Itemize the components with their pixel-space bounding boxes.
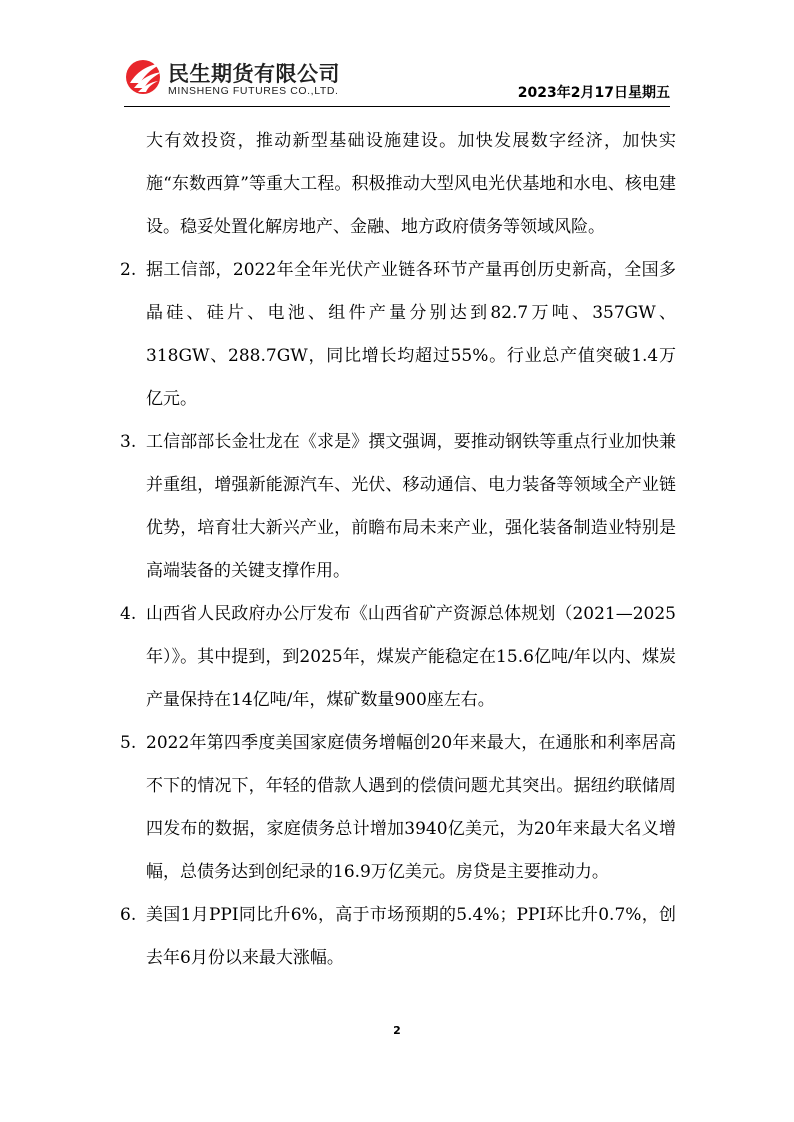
list-item [120,421,676,593]
list-item-number: 6. [120,905,137,925]
list-item-number: 2. [120,260,137,280]
document-body [120,120,676,980]
list-item [120,894,676,980]
page-number: 2 [393,1024,401,1037]
logo-company-name-en: MINSHENG FUTURES CO.,LTD. [168,85,339,97]
logo-company-name-cn: 民生期货有限公司 [168,62,340,86]
list-item-text: 美国1月PPI同比升6%，高于市场预期的5.4%；PPI环比升0.7%，创去年6月份以来最大涨幅。 [146,905,676,968]
list-item-number: 4. [120,604,137,624]
report-date: 2023年2月17日星期五 [517,85,670,101]
page-header [0,0,794,120]
header-divider [124,106,670,107]
list-item-text: 工信部部长金壮龙在《求是》撰文强调，要推动钢铁等重点行业加快兼并重组，增强新能源汽车、光伏、移动通信、电力装备等领域全产业链优势，培育壮大新兴产业，前瞻布局未来产业，强化装备制造业特别是高端装备的关键支撑作用。 [146,432,676,581]
list-item [120,249,676,421]
list-item-text: 山西省人民政府办公厅发布《山西省矿产资源总体规划（2021—2025年）》。其中提到，到2025年，煤炭产能稳定在15.6亿吨/年以内、煤炭产量保持在14亿吨/年，煤矿数量900座左右。 [146,604,676,710]
list-item-number: 3. [120,432,137,452]
list-item-text: 2022年第四季度美国家庭债务增幅创20年来最大，在通胀和利率居高不下的情况下，年轻的借款人遇到的偿债问题尤其突出。据纽约联储周四发布的数据，家庭债务总计增加3940亿美元，为20年来最大名义增幅，总债务达到创纪录的16.9万亿美元。房贷是主要推动力。 [146,733,676,882]
company-logo [124,56,374,102]
list-item-text: 据工信部，2022年全年光伏产业链各环节产量再创历史新高，全国多晶硅、硅片、电池、组件产量分别达到82.7万吨、357GW、318GW、288.7GW，同比增长均超过55%。行业总产值突破1.4万亿元。 [146,260,676,409]
list-item [120,722,676,894]
continued-paragraph: 大有效投资，推动新型基础设施建设。加快发展数字经济，加快实施“东数西算”等重大工程。积极推动大型风电光伏基地和水电、核电建设。稳妥处置化解房地产、金融、地方政府债务等领域风险。 [146,131,676,237]
list-item [120,593,676,722]
list-item-number: 5. [120,733,137,753]
minsheng-logo-icon [124,56,166,96]
